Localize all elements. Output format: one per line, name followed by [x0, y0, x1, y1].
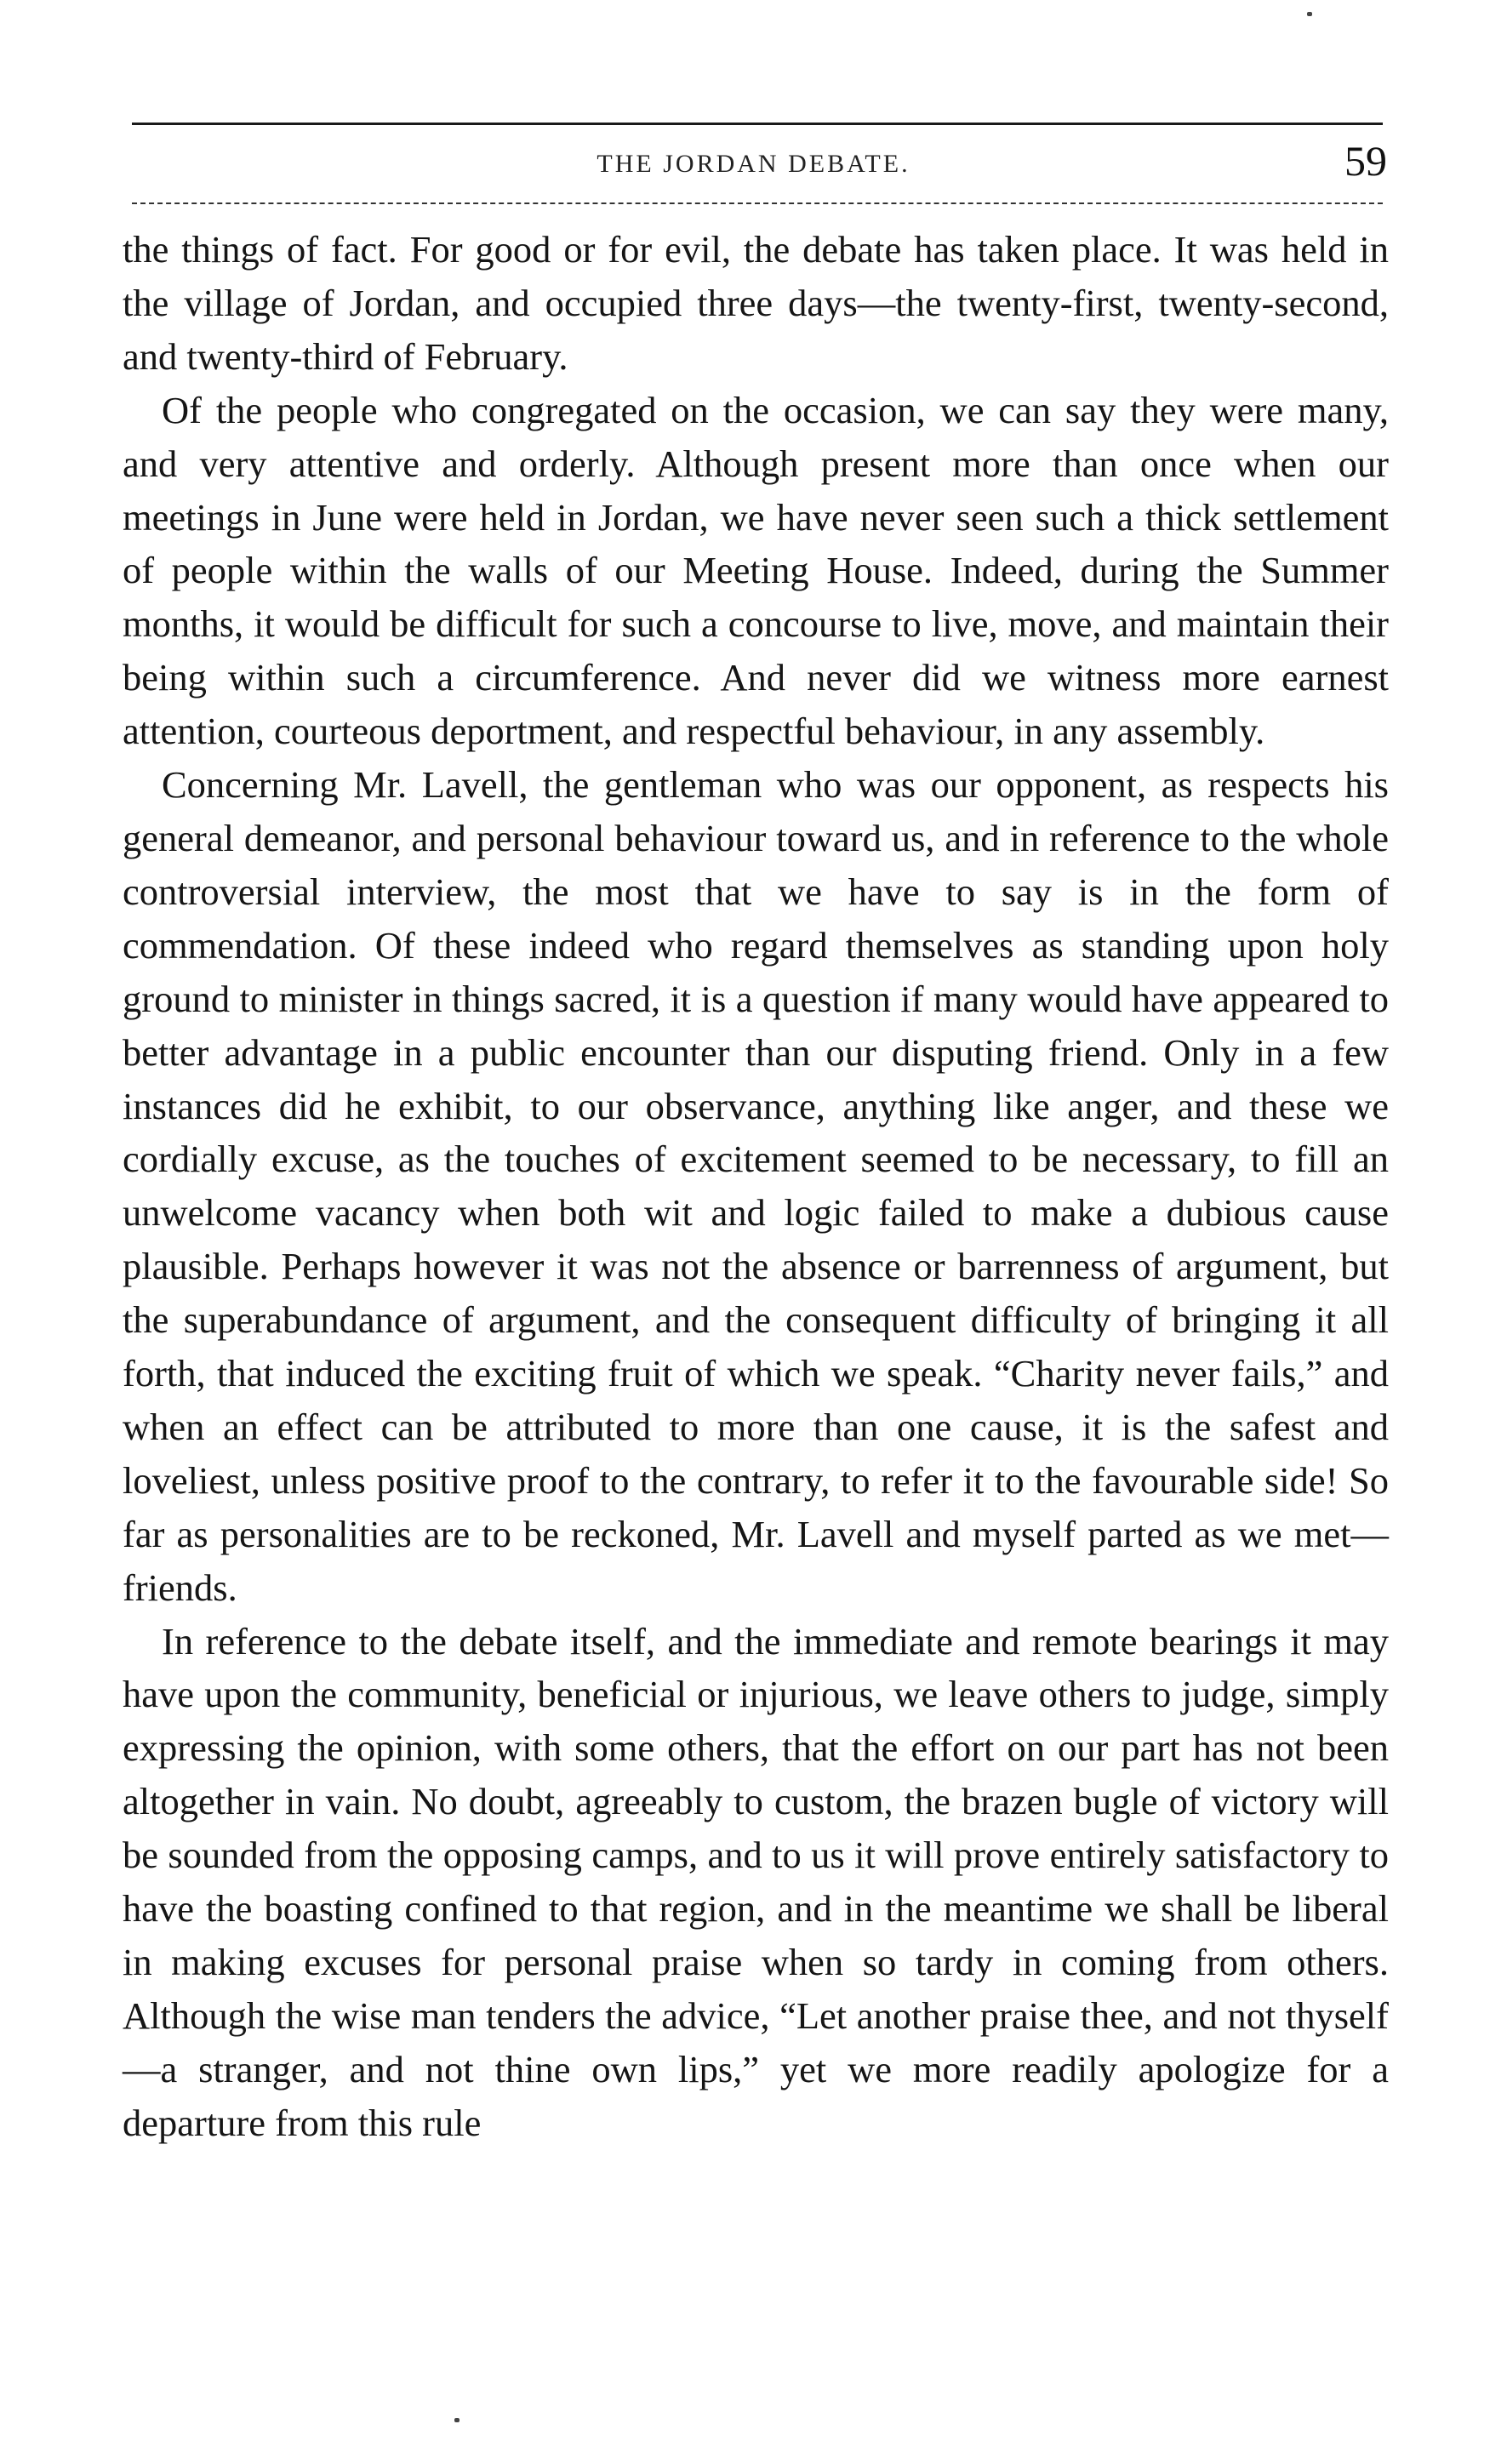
body-text — [123, 223, 1389, 2150]
header-rule-top — [132, 123, 1383, 125]
ink-speck — [454, 2418, 460, 2422]
page-number: 59 — [1344, 137, 1387, 185]
paragraph-2: Of the people who congregated on the occasion, we can say they were many, and very attentive and orderly. Although present more than once when our meetings in June were held in Jordan, we have never seen such a thick settlement of people within the walls of our Meeting House. Indeed, during the Summer months, it would be difficult for such a concourse to live, move, and maintain their being within such a circumference. And never did we witness more earnest attention, courteous deportment, and respectful behaviour, in any assembly. — [123, 388, 1389, 753]
header-rule-bottom — [132, 202, 1383, 204]
ink-speck — [1307, 12, 1312, 16]
paragraph-4: In reference to the debate itself, and the immediate and remote bearings it may have upon the community, beneficial or injurious, we leave others to judge, simply expressing the opinion, with some others, that the effort on our part has not been altogether in vain. No doubt, agreeably to custom, the brazen bugle of victory will be sounded from the opposing camps, and to us it will prove entirely satisfactory to have the boasting confined to that region, and in the meantime we shall be liberal in making excuses for personal praise when so tardy in coming from others. Although the wise man tenders the advice, “Let another praise thee, and not thyself—a stranger, and not thine own lips,” yet we more readily apologize for a departure from this rule — [123, 1619, 1389, 2144]
paragraph-1: the things of fact. For good or for evil, the debate has taken place. It was held in the village of Jordan, and occupied three days—the twenty-first, twenty-second, and twenty-third of February. — [123, 228, 1389, 378]
paragraph-3: Concerning Mr. Lavell, the gentleman who was our opponent, as respects his general demeanor, and personal behaviour toward us, and in reference to the whole controversial interview, the most that we have to say is in the form of commendation. Of these indeed who regard themselves as standing upon holy ground to minister in things sacred, it is a question if many would have appeared to better advantage in a public encounter than our disputing friend. Only in a few instances did he exhibit, to our observance, anything like anger, and these we cordially excuse, as the touches of excitement seemed to be necessary, to fill an unwelcome vacancy when both wit and logic failed to make a dubious cause plausible. Perhaps however it was not the absence or barrenness of argument, but the superabundance of argument, and the consequent difficulty of bringing it all forth, that induced the exciting fruit of which we speak. “Charity never fails,” and when an effect can be attributed to more than one cause, it is the safest and loveliest, unless positive proof to the contrary, to refer it to the favourable side! So far as personalities are to be reckoned, Mr. Lavell and myself parted as we met—friends. — [123, 763, 1389, 1609]
running-title: THE JORDAN DEBATE. — [597, 150, 910, 178]
